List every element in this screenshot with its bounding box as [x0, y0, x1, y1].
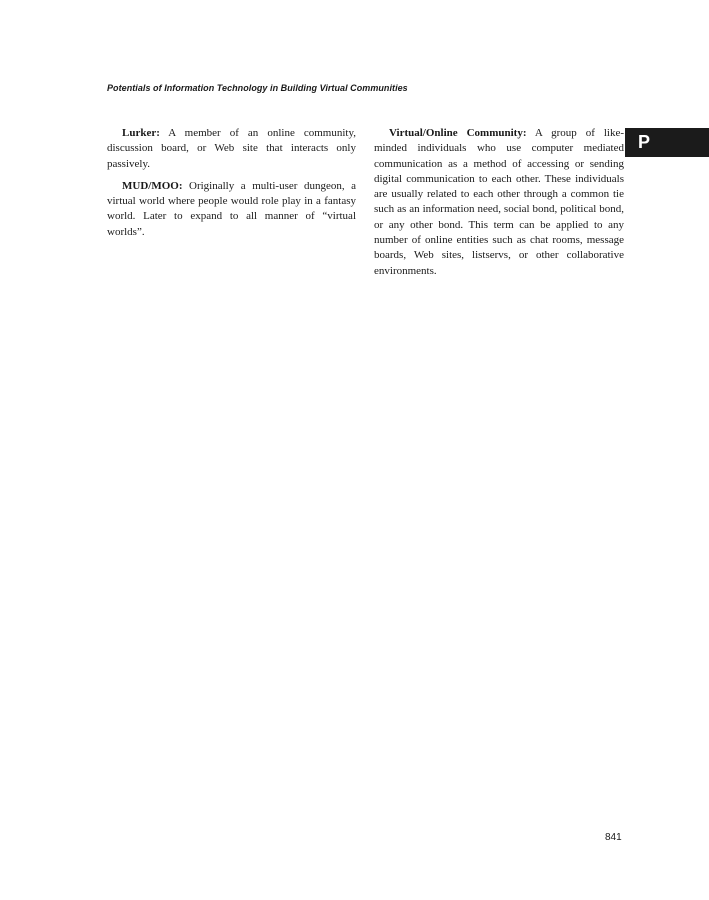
- section-letter: P: [638, 132, 651, 152]
- glossary-definition: Originally a multi-user dungeon, a virtual world where people would role play in a fantasy world. Later to expand to all manner of “virtual worlds”.: [107, 179, 356, 238]
- glossary-entry-virtual-online-community: [374, 126, 624, 279]
- glossary-term: Lurker:: [122, 127, 160, 139]
- glossary-entry-mud-moo: [107, 179, 356, 240]
- running-head-title: Potentials of Information Technology in Building Virtual Communities: [107, 83, 408, 93]
- glossary-definition: A group of like-minded individuals who use computer mediated communication as a method of accessing or sending digital communication to each other. These individuals are usually related to each other through a common tie such as an information need, social bond, political bond, or any other bond. This term can be applied to any number of online entities such as chat rooms, message boards, Web sites, listservs, or other collaborative environments.: [374, 127, 625, 277]
- page-number: 841: [605, 832, 622, 843]
- glossary-term: MUD/MOO:: [122, 179, 183, 192]
- right-column: [374, 126, 624, 286]
- left-column: [107, 126, 356, 247]
- section-thumb-tab: [625, 128, 709, 157]
- glossary-definition: A member of an online community, discussion board, or Web site that interacts only passively.: [107, 127, 356, 170]
- glossary-entry-lurker: [107, 126, 356, 172]
- glossary-term: Virtual/Online Community:: [389, 127, 527, 139]
